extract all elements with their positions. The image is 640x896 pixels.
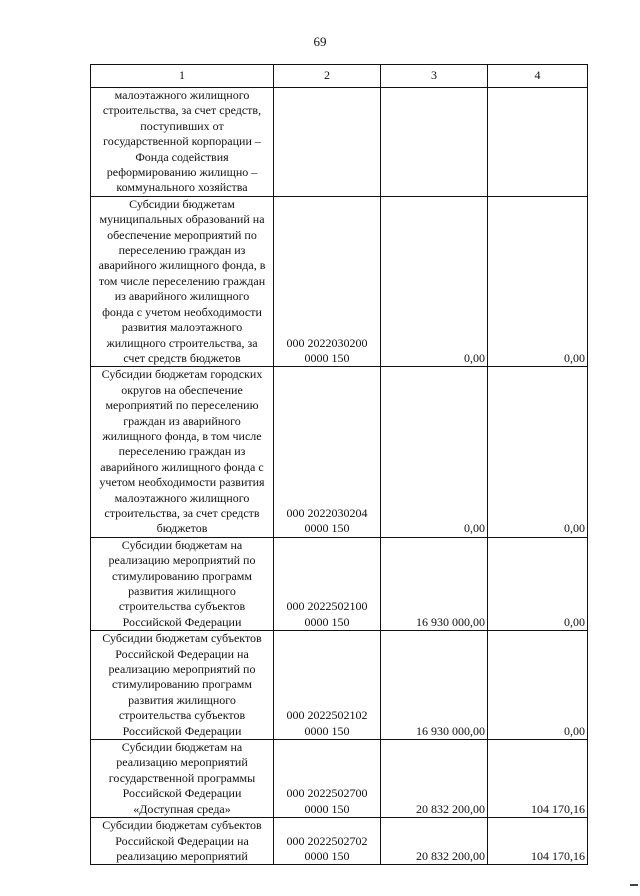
table-row [91,196,588,366]
amount-cell [381,88,488,197]
amount-cell: 104 170,16 [488,818,588,865]
revenue-name-cell: Субсидии бюджетам субъектов Российской Федерации на реализацию мероприятий по стимулированию программ развития жилищного строительства субъектов Российской Федерации [91,631,274,740]
revenue-name-cell: Субсидии бюджетам субъектов Российской Федерации на реализацию мероприятий [91,818,274,865]
table-row [91,537,588,630]
table-row [91,740,588,818]
amount-cell: 0,00 [488,367,588,537]
column-header: 1 [91,65,274,88]
page-number: 69 [313,34,327,49]
revenue-name-cell: Субсидии бюджетам муниципальных образований на обеспечение мероприятий по переселению граждан из аварийного жилищного фонда, в том числе переселению граждан из аварийного жилищного фонда с учетом необходимости развития малоэтажного жилищного строительства, за счет средств бюджетов [91,196,274,366]
amount-cell [488,88,588,197]
amount-cell: 20 832 200,00 [381,740,488,818]
revenue-name-cell: Субсидии бюджетам на реализацию мероприятий по стимулированию программ развития жилищного строительства субъектов Российской Федерации [91,537,274,630]
revenue-code-cell: 000 2022502100 0000 150 [274,537,381,630]
column-header: 4 [488,65,588,88]
revenue-name-cell: Субсидии бюджетам на реализацию мероприятий государственной программы Российской Федерации «Доступная среда» [91,740,274,818]
column-header: 3 [381,65,488,88]
amount-cell: 104 170,16 [488,740,588,818]
revenue-code-cell [274,88,381,197]
table-row [91,818,588,865]
revenue-name-cell: Субсидии бюджетам городских округов на обеспечение мероприятий по переселению граждан из аварийного жилищного фонда, в том числе переселению граждан из аварийного жилищного фонда с учетом необходимости развития малоэтажного жилищного строительства, за счет средств бюджетов [91,367,274,537]
revenue-name-cell: малоэтажного жилищного строительства, за счет средств, поступивших от государственной корпорации – Фонда содействия реформированию жилищно – коммунального хозяйства [91,88,274,197]
scan-edge-mark [630,884,638,886]
revenue-code-cell: 000 2022030204 0000 150 [274,367,381,537]
amount-cell: 20 832 200,00 [381,818,488,865]
revenue-code-cell: 000 2022502702 0000 150 [274,818,381,865]
amount-cell: 16 930 000,00 [381,537,488,630]
amount-cell: 0,00 [488,631,588,740]
table-row [91,367,588,537]
amount-cell: 0,00 [381,367,488,537]
amount-cell: 0,00 [488,196,588,366]
table-header-row [91,65,588,88]
revenue-code-cell: 000 2022502102 0000 150 [274,631,381,740]
column-header: 2 [274,65,381,88]
revenue-code-cell: 000 2022502700 0000 150 [274,740,381,818]
amount-cell: 0,00 [488,537,588,630]
revenue-code-cell: 000 2022030200 0000 150 [274,196,381,366]
budget-table [90,64,588,865]
table-row [91,631,588,740]
amount-cell: 0,00 [381,196,488,366]
table-row [91,88,588,197]
amount-cell: 16 930 000,00 [381,631,488,740]
